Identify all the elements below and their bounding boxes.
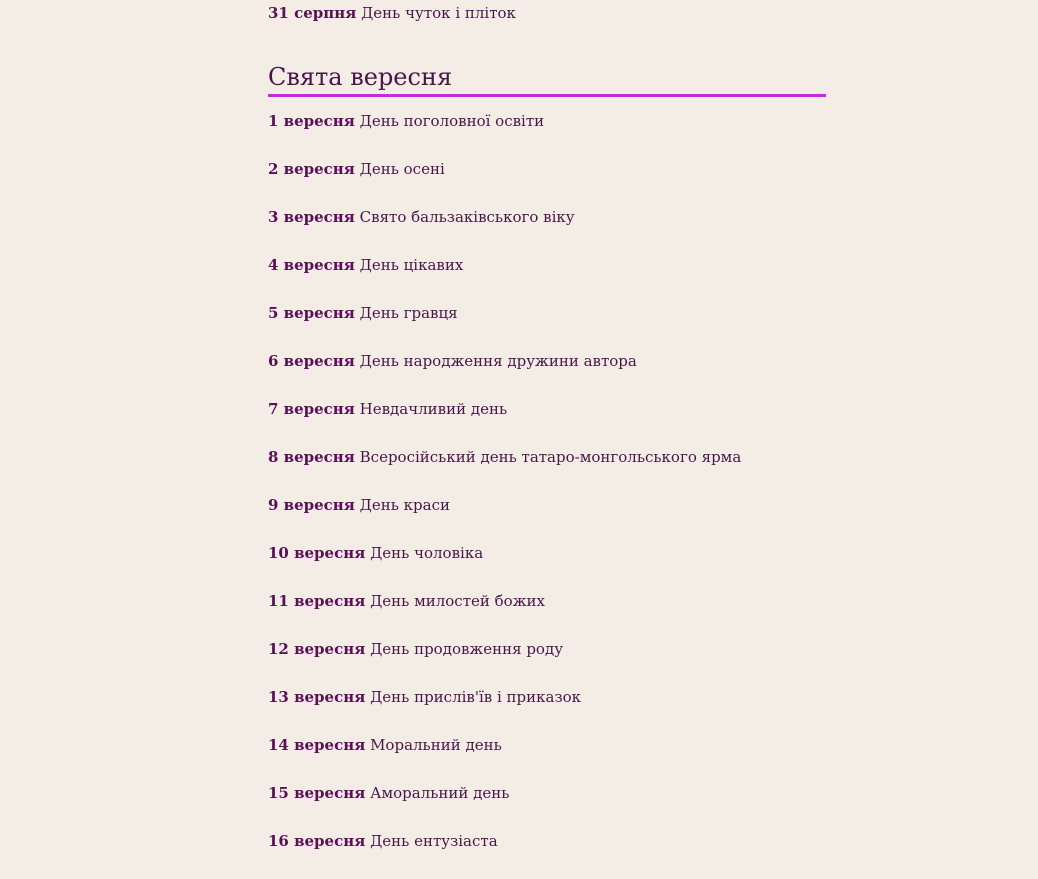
holiday-name: День поголовної освіти <box>359 112 545 130</box>
holiday-name: День продовження роду <box>370 640 564 658</box>
holiday-entry <box>268 111 826 131</box>
holiday-date: 4 вересня <box>268 256 355 274</box>
holiday-name: Всеросійський день татаро-монгольського ярма <box>359 448 742 466</box>
holiday-date: 10 вересня <box>268 544 366 562</box>
holiday-date: 16 вересня <box>268 832 366 850</box>
holiday-entry <box>268 639 826 659</box>
holiday-date: 11 вересня <box>268 592 366 610</box>
holiday-entry <box>268 495 826 515</box>
holiday-entry <box>268 543 826 563</box>
holiday-date: 13 вересня <box>268 688 366 706</box>
holiday-name: День чоловіка <box>370 544 484 562</box>
holiday-entry <box>268 207 826 227</box>
holiday-date: 5 вересня <box>268 304 355 322</box>
holiday-name: Моральний день <box>370 736 502 754</box>
holiday-date: 15 вересня <box>268 784 366 802</box>
holiday-entry-previous <box>268 3 516 23</box>
holiday-name: День ентузіаста <box>370 832 498 850</box>
holiday-name: День милостей божих <box>370 592 545 610</box>
section-title: Свята вересня <box>268 62 826 97</box>
holiday-date: 7 вересня <box>268 400 355 418</box>
holiday-name: День чуток і пліток <box>361 4 516 22</box>
holiday-entry <box>268 351 826 371</box>
holiday-list <box>268 111 826 879</box>
holiday-date: 3 вересня <box>268 208 355 226</box>
holiday-name: Невдачливий день <box>359 400 508 418</box>
holiday-entry <box>268 831 826 851</box>
holiday-entry <box>268 735 826 755</box>
holiday-date: 12 вересня <box>268 640 366 658</box>
holiday-name: День гравця <box>359 304 458 322</box>
holiday-date: 31 серпня <box>268 4 357 22</box>
holiday-name: День прислів'їв і приказок <box>370 688 582 706</box>
holiday-entry <box>268 255 826 275</box>
holiday-date: 2 вересня <box>268 160 355 178</box>
holiday-entry <box>268 399 826 419</box>
holiday-name: Свято бальзаківського віку <box>359 208 575 226</box>
holiday-name: Аморальний день <box>370 784 510 802</box>
holiday-entry <box>268 303 826 323</box>
holiday-date: 9 вересня <box>268 496 355 514</box>
holiday-date: 14 вересня <box>268 736 366 754</box>
holiday-entry <box>268 783 826 803</box>
holiday-name: День цікавих <box>359 256 464 274</box>
holiday-date: 6 вересня <box>268 352 355 370</box>
holiday-date: 1 вересня <box>268 112 355 130</box>
holiday-entry <box>268 687 826 707</box>
holiday-entry <box>268 591 826 611</box>
holiday-name: День краси <box>359 496 450 514</box>
holiday-entry <box>268 447 826 467</box>
holiday-name: День осені <box>359 160 445 178</box>
holiday-entry <box>268 159 826 179</box>
holiday-date: 8 вересня <box>268 448 355 466</box>
holiday-name: День народження дружини автора <box>359 352 637 370</box>
